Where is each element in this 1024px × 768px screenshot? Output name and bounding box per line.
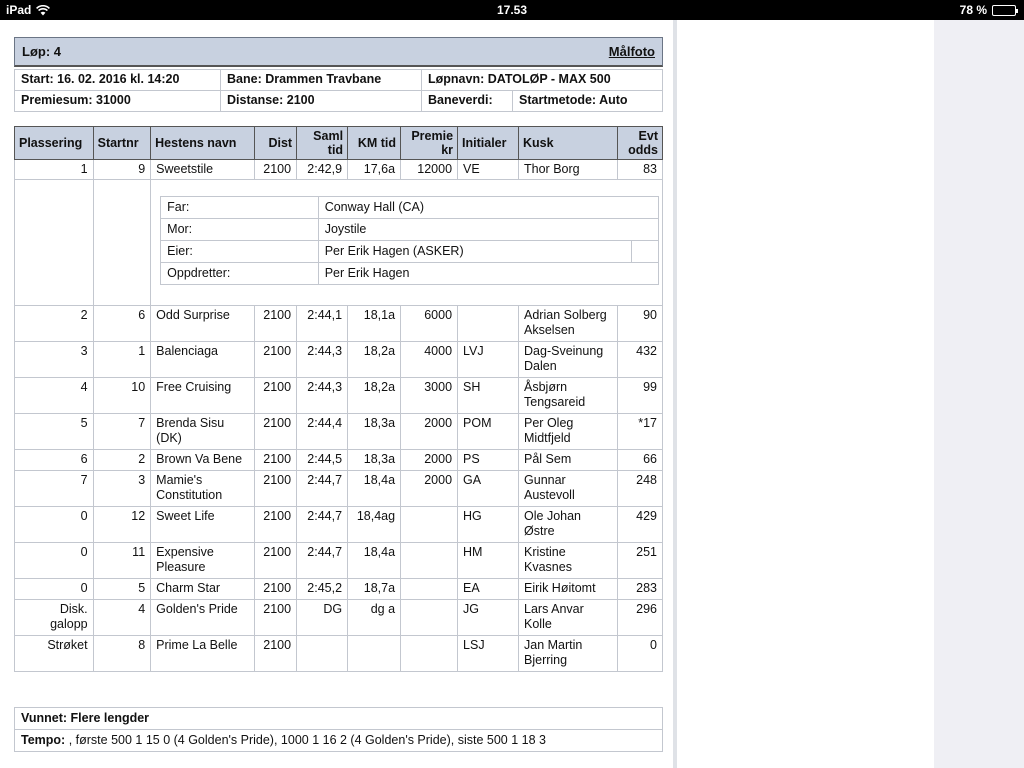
tempo-value: , første 500 1 15 0 (4 Golden's Pride), 1000 1 16 2 (4 Golden's Pride), siste 500 1 18 3 xyxy=(68,733,546,747)
cell-placing: 2 xyxy=(15,306,94,342)
col-prize-line1: Premie xyxy=(411,129,454,143)
cell-km-time: 18,4a xyxy=(348,543,401,579)
race-name: Løpnavn: DATOLØP - MAX 500 xyxy=(422,70,663,91)
cell-start-no: 1 xyxy=(93,342,151,378)
col-prize-line2: kr xyxy=(441,143,454,157)
results-header-row xyxy=(15,127,663,160)
race-title-bar xyxy=(14,37,663,67)
cell-km-time: 18,4a xyxy=(348,471,401,507)
col-odds[interactable] xyxy=(617,127,662,160)
cell-dist: 2100 xyxy=(255,579,297,600)
pedigree-breeder-row xyxy=(161,263,659,285)
cell-start-no: 2 xyxy=(93,450,151,471)
cell-total-time: 2:44,7 xyxy=(297,507,348,543)
table-row[interactable] xyxy=(15,600,663,636)
cell-driver: Pål Sem xyxy=(519,450,618,471)
battery-percent: 78 % xyxy=(959,3,987,17)
cell-horse: Brown Va Bene xyxy=(151,450,255,471)
cell-initials: PS xyxy=(458,450,519,471)
cell-dist: 2100 xyxy=(255,378,297,414)
cell-km-time: 18,2a xyxy=(348,378,401,414)
cell-km-time: 18,2a xyxy=(348,342,401,378)
detail-pane xyxy=(677,20,934,768)
col-odds-line2: odds xyxy=(628,143,658,157)
cell-placing: 4 xyxy=(15,378,94,414)
col-total-time[interactable] xyxy=(297,127,348,160)
cell-driver: Kristine Kvasnes xyxy=(519,543,618,579)
race-start: Start: 16. 02. 2016 kl. 14:20 xyxy=(15,70,221,91)
status-right xyxy=(960,3,1016,17)
cell-start-no: 3 xyxy=(93,471,151,507)
cell-horse: Sweet Life xyxy=(151,507,255,543)
cell-initials: JG xyxy=(458,600,519,636)
cell-start-no: 6 xyxy=(93,306,151,342)
cell-initials: LVJ xyxy=(458,342,519,378)
race-distance: Distanse: 2100 xyxy=(221,91,422,112)
cell-km-time: 18,3a xyxy=(348,450,401,471)
won-label: Vunnet: xyxy=(21,711,68,725)
cell-start-no: 11 xyxy=(93,543,151,579)
cell-horse: Sweetstile xyxy=(151,160,255,180)
cell-km-time: 18,7a xyxy=(348,579,401,600)
cell-total-time: 2:44,3 xyxy=(297,342,348,378)
race-track: Bane: Drammen Travbane xyxy=(221,70,422,91)
cell-odds: 66 xyxy=(617,450,662,471)
table-row[interactable] xyxy=(15,579,663,600)
cell-odds: 0 xyxy=(617,636,662,672)
col-total-time-line2: tid xyxy=(327,143,344,157)
cell-driver: Thor Borg xyxy=(519,160,618,180)
cell-dist: 2100 xyxy=(255,471,297,507)
cell-km-time: dg a xyxy=(348,600,401,636)
photo-finish-link[interactable]: Målfoto xyxy=(608,44,655,59)
cell-total-time: DG xyxy=(297,600,348,636)
cell-placing: 5 xyxy=(15,414,94,450)
col-driver[interactable]: Kusk xyxy=(519,127,618,160)
cell-placing: 6 xyxy=(15,450,94,471)
cell-driver: Eirik Høitomt xyxy=(519,579,618,600)
pedigree-owner-row xyxy=(161,241,659,263)
cell-initials: POM xyxy=(458,414,519,450)
cell-start-no: 5 xyxy=(93,579,151,600)
cell-prize xyxy=(401,543,458,579)
cell-total-time: 2:44,5 xyxy=(297,450,348,471)
cell-dist: 2100 xyxy=(255,507,297,543)
col-horse[interactable]: Hestens navn xyxy=(151,127,255,160)
cell-prize xyxy=(401,579,458,600)
cell-start-no: 10 xyxy=(93,378,151,414)
race-header xyxy=(14,37,663,112)
cell-km-time: 18,3a xyxy=(348,414,401,450)
cell-odds: 251 xyxy=(617,543,662,579)
cell-dist: 2100 xyxy=(255,342,297,378)
cell-driver: Gunnar Austevoll xyxy=(519,471,618,507)
summary-won xyxy=(15,708,663,730)
cell-driver: Lars Anvar Kolle xyxy=(519,600,618,636)
cell-prize xyxy=(401,507,458,543)
pedigree-cell xyxy=(151,180,663,306)
cell-horse: Charm Star xyxy=(151,579,255,600)
cell-horse: Free Cruising xyxy=(151,378,255,414)
cell-placing: 0 xyxy=(15,507,94,543)
cell-driver: Jan Martin Bjerring xyxy=(519,636,618,672)
cell-total-time: 2:44,7 xyxy=(297,471,348,507)
cell-dist: 2100 xyxy=(255,543,297,579)
owner-value: Per Erik Hagen (ASKER) xyxy=(318,241,631,263)
cell-total-time: 2:45,2 xyxy=(297,579,348,600)
won-value: Flere lengder xyxy=(70,711,150,725)
cell-initials: VE xyxy=(458,160,519,180)
race-start-method: Startmetode: Auto xyxy=(513,91,663,112)
device-name: iPad xyxy=(6,3,32,17)
cell-prize: 2000 xyxy=(401,414,458,450)
cell-total-time: 2:42,9 xyxy=(297,160,348,180)
col-initials[interactable]: Initialer xyxy=(458,127,519,160)
battery-icon xyxy=(992,5,1016,16)
cell-initials: LSJ xyxy=(458,636,519,672)
cell-prize: 4000 xyxy=(401,342,458,378)
race-info-row xyxy=(15,70,663,91)
cell-initials: GA xyxy=(458,471,519,507)
col-odds-line1: Evt xyxy=(638,129,658,143)
cell-horse: Mamie's Constitution xyxy=(151,471,255,507)
cell-placing: 0 xyxy=(15,579,94,600)
cell-horse: Brenda Sisu (DK) xyxy=(151,414,255,450)
tempo-label: Tempo: xyxy=(21,733,66,747)
col-km-time[interactable]: KM tid xyxy=(348,127,401,160)
cell-horse: Odd Surprise xyxy=(151,306,255,342)
table-row[interactable] xyxy=(15,636,663,672)
summary-won-row xyxy=(15,708,663,730)
cell-start-no: 9 xyxy=(93,160,151,180)
cell-prize: 12000 xyxy=(401,160,458,180)
cell-km-time: 18,1a xyxy=(348,306,401,342)
race-track-condition: Baneverdi: xyxy=(422,91,513,112)
owner-label: Eier: xyxy=(161,241,319,263)
cell-start-no: 4 xyxy=(93,600,151,636)
cell-prize xyxy=(401,600,458,636)
cell-total-time: 2:44,1 xyxy=(297,306,348,342)
race-info-table xyxy=(14,69,663,112)
pedigree-row xyxy=(15,180,663,306)
main-content[interactable] xyxy=(0,20,676,768)
cell-odds: *17 xyxy=(617,414,662,450)
cell-start-no: 12 xyxy=(93,507,151,543)
cell-placing: 1 xyxy=(15,160,94,180)
table-row[interactable] xyxy=(15,378,663,414)
cell-km-time xyxy=(348,636,401,672)
cell-odds: 296 xyxy=(617,600,662,636)
table-row[interactable] xyxy=(15,543,663,579)
pedigree-dam-row xyxy=(161,219,659,241)
cell-total-time: 2:44,3 xyxy=(297,378,348,414)
table-row[interactable] xyxy=(15,471,663,507)
status-time: 17.53 xyxy=(496,3,528,17)
table-row[interactable] xyxy=(15,414,663,450)
cell-odds: 99 xyxy=(617,378,662,414)
table-row[interactable] xyxy=(15,507,663,543)
pedigree-spacer xyxy=(93,180,151,306)
cell-odds: 283 xyxy=(617,579,662,600)
cell-placing: Strøket xyxy=(15,636,94,672)
cell-driver: Åsbjørn Tengsareid xyxy=(519,378,618,414)
cell-initials: HG xyxy=(458,507,519,543)
cell-odds: 83 xyxy=(617,160,662,180)
pedigree-sire-row xyxy=(161,197,659,219)
cell-odds: 90 xyxy=(617,306,662,342)
cell-driver: Ole Johan Østre xyxy=(519,507,618,543)
cell-driver: Adrian Solberg Akselsen xyxy=(519,306,618,342)
table-row[interactable] xyxy=(15,450,663,471)
cell-horse: Prime La Belle xyxy=(151,636,255,672)
pedigree-spacer xyxy=(15,180,94,306)
cell-total-time: 2:44,7 xyxy=(297,543,348,579)
cell-initials: HM xyxy=(458,543,519,579)
cell-horse: Expensive Pleasure xyxy=(151,543,255,579)
cell-km-time: 18,4ag xyxy=(348,507,401,543)
cell-start-no: 8 xyxy=(93,636,151,672)
cell-placing: 7 xyxy=(15,471,94,507)
cell-total-time: 2:44,4 xyxy=(297,414,348,450)
cell-horse: Golden's Pride xyxy=(151,600,255,636)
cell-odds: 429 xyxy=(617,507,662,543)
cell-prize: 2000 xyxy=(401,450,458,471)
status-bar xyxy=(0,0,1024,20)
col-prize[interactable] xyxy=(401,127,458,160)
cell-placing: Disk. galopp xyxy=(15,600,94,636)
summary-tempo xyxy=(15,730,663,752)
pedigree-table xyxy=(160,196,659,285)
cell-odds: 432 xyxy=(617,342,662,378)
breeder-label: Oppdretter: xyxy=(161,263,319,285)
table-row[interactable] xyxy=(15,306,663,342)
cell-driver: Per Oleg Midtfjeld xyxy=(519,414,618,450)
sire-label: Far: xyxy=(161,197,319,219)
cell-placing: 0 xyxy=(15,543,94,579)
results-body xyxy=(15,160,663,672)
cell-dist: 2100 xyxy=(255,160,297,180)
race-title: Løp: 4 xyxy=(22,44,61,59)
col-placing[interactable]: Plassering xyxy=(15,127,94,160)
cell-dist: 2100 xyxy=(255,450,297,471)
cell-placing: 3 xyxy=(15,342,94,378)
col-dist[interactable]: Dist xyxy=(255,127,297,160)
cell-initials: EA xyxy=(458,579,519,600)
cell-total-time xyxy=(297,636,348,672)
cell-prize: 2000 xyxy=(401,471,458,507)
race-info-row xyxy=(15,91,663,112)
cell-dist: 2100 xyxy=(255,600,297,636)
cell-dist: 2100 xyxy=(255,306,297,342)
cell-dist: 2100 xyxy=(255,414,297,450)
cell-initials: SH xyxy=(458,378,519,414)
dam-value: Joystile xyxy=(318,219,658,241)
cell-prize: 3000 xyxy=(401,378,458,414)
cell-horse: Balenciaga xyxy=(151,342,255,378)
summary-tempo-row xyxy=(15,730,663,752)
col-start-no[interactable]: Startnr xyxy=(93,127,151,160)
race-summary xyxy=(14,707,663,752)
cell-km-time: 17,6a xyxy=(348,160,401,180)
cell-initials xyxy=(458,306,519,342)
col-total-time-line1: Saml xyxy=(313,129,344,143)
cell-dist: 2100 xyxy=(255,636,297,672)
cell-odds: 248 xyxy=(617,471,662,507)
breeder-value: Per Erik Hagen xyxy=(318,263,658,285)
cell-prize: 6000 xyxy=(401,306,458,342)
results-table xyxy=(14,126,663,672)
owner-extra xyxy=(631,241,659,263)
sire-value: Conway Hall (CA) xyxy=(318,197,658,219)
dam-label: Mor: xyxy=(161,219,319,241)
cell-start-no: 7 xyxy=(93,414,151,450)
table-row[interactable] xyxy=(15,342,663,378)
side-gutter xyxy=(934,20,1024,768)
table-row[interactable] xyxy=(15,160,663,180)
race-prize-sum: Premiesum: 31000 xyxy=(15,91,221,112)
cell-driver: Dag-Sveinung Dalen xyxy=(519,342,618,378)
cell-prize xyxy=(401,636,458,672)
